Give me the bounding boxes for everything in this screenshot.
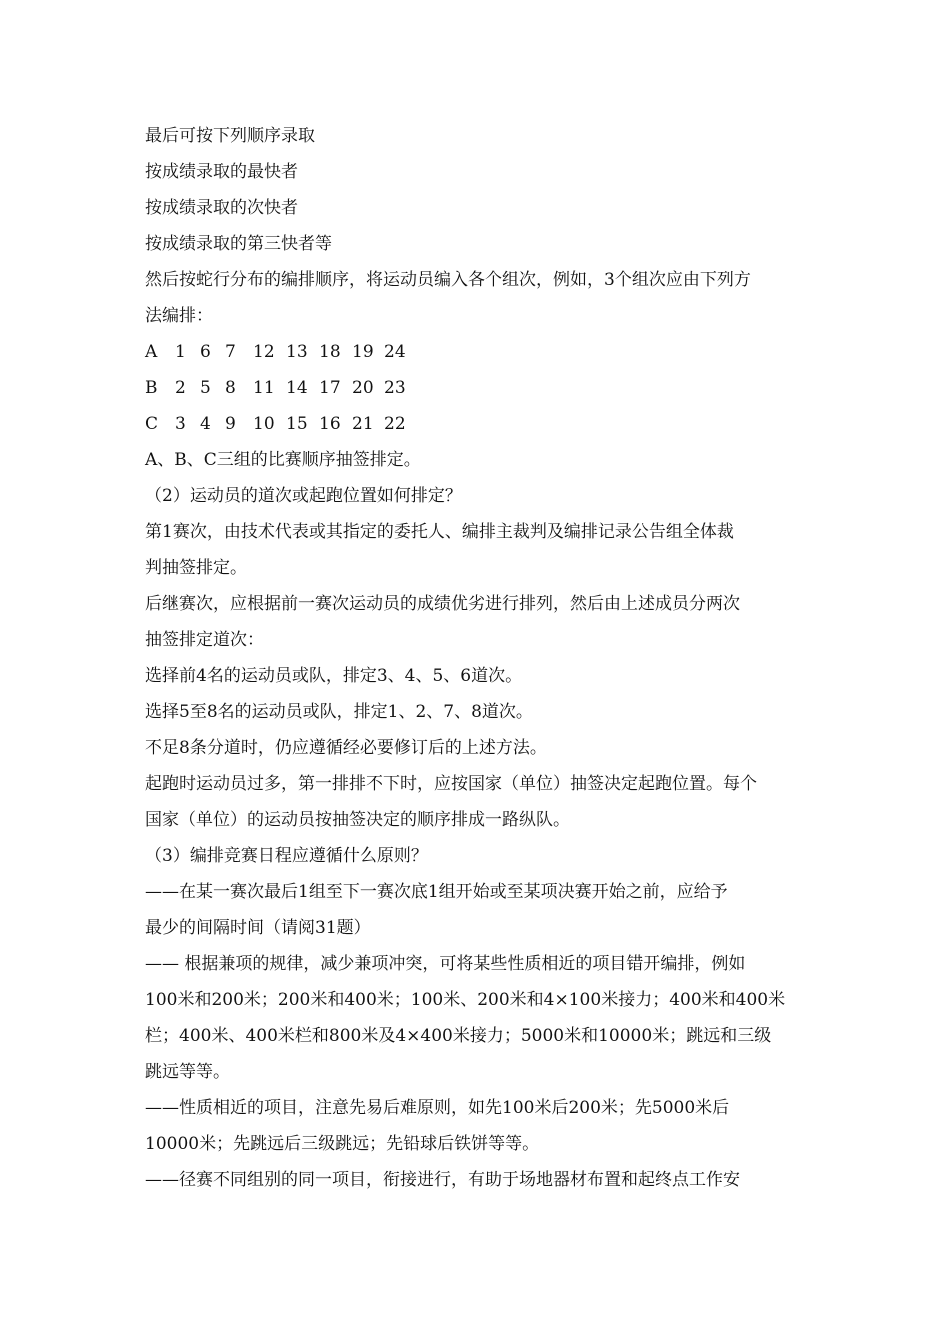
group-cell: C [145, 414, 159, 434]
group-row-b [145, 370, 810, 406]
group-cell: 7 [225, 342, 236, 362]
text-line: 选择前4名的运动员或队，排定3、4、5、6道次。 [145, 666, 523, 686]
group-cell: 8 [225, 378, 236, 398]
section-heading: （2）运动员的道次或起跑位置如何排定？ [145, 486, 462, 506]
group-cell: 22 [384, 414, 406, 434]
group-cell: 13 [286, 342, 308, 362]
group-cell: 5 [200, 378, 211, 398]
group-cell: 14 [286, 378, 308, 398]
text-line: 最少的间隔时间（请阅31题） [145, 918, 371, 938]
group-cell: A [145, 342, 158, 362]
group-cell: 9 [225, 414, 236, 434]
text-line: 按成绩录取的次快者 [145, 198, 298, 218]
group-cell: 18 [319, 342, 341, 362]
group-cell: 1 [175, 342, 186, 362]
text-line: 不足8条分道时，仍应遵循经必要修订后的上述方法。 [145, 738, 547, 758]
section-heading: （3）编排竞赛日程应遵循什么原则？ [145, 846, 428, 866]
group-cell: 23 [384, 378, 406, 398]
text-line: 后继赛次，应根据前一赛次运动员的成绩优劣进行排列，然后由上述成员分两次 [145, 594, 740, 614]
text-line: 100米和200米；200米和400米；100米、200米和4×100米接力；400米和400米 [145, 990, 786, 1010]
text-line: 跳远等等。 [145, 1062, 230, 1082]
group-cell: 20 [352, 378, 374, 398]
group-cell: 24 [384, 342, 406, 362]
group-cell: B [145, 378, 158, 398]
text-line: ——在某一赛次最后1组至下一赛次底1组开始或至某项决赛开始之前，应给予 [145, 882, 728, 902]
text-line: ——性质相近的项目，注意先易后难原则，如先100米后200米；先5000米后 [145, 1098, 730, 1118]
text-line: 起跑时运动员过多，第一排排不下时，应按国家（单位）抽签决定起跑位置。每个 [145, 774, 757, 794]
text-line: 抽签排定道次： [145, 630, 264, 650]
group-cell: 4 [200, 414, 211, 434]
group-cell: 6 [200, 342, 211, 362]
group-cell: 12 [253, 342, 275, 362]
text-line: ——径赛不同组别的同一项目，衔接进行，有助于场地器材布置和起终点工作安 [145, 1170, 740, 1190]
text-line: 国家（单位）的运动员按抽签决定的顺序排成一路纵队。 [145, 810, 570, 830]
document-body [145, 118, 810, 1198]
text-line: 判抽签排定。 [145, 558, 247, 578]
group-cell: 17 [319, 378, 341, 398]
group-cell: 10 [253, 414, 275, 434]
group-cell: 16 [319, 414, 341, 434]
group-row-c [145, 406, 810, 442]
group-cell: 2 [175, 378, 186, 398]
text-line: A、B、C三组的比赛顺序抽签排定。 [145, 450, 421, 470]
group-cell: 11 [253, 378, 275, 398]
group-cell: 21 [352, 414, 374, 434]
text-line: 选择5至8名的运动员或队，排定1、2、7、8道次。 [145, 702, 533, 722]
text-line: 10000米；先跳远后三级跳远；先铅球后铁饼等等。 [145, 1134, 540, 1154]
text-line: 第1赛次，由技术代表或其指定的委托人、编排主裁判及编排记录公告组全体裁 [145, 522, 734, 542]
text-line: 栏；400米、400米栏和800米及4×400米接力；5000米和10000米；跳远和三级 [145, 1026, 772, 1046]
group-cell: 3 [175, 414, 186, 434]
text-line: —— 根据兼项的规律，减少兼项冲突，可将某些性质相近的项目错开编排，例如 [145, 954, 746, 974]
group-cell: 19 [352, 342, 374, 362]
group-row-a [145, 334, 810, 370]
group-cell: 15 [286, 414, 308, 434]
text-line: 按成绩录取的最快者 [145, 162, 298, 182]
group-table [145, 334, 810, 442]
text-line: 按成绩录取的第三快者等 [145, 234, 332, 254]
text-line: 然后按蛇行分布的编排顺序，将运动员编入各个组次，例如，3个组次应由下列方 [145, 270, 751, 290]
text-line: 最后可按下列顺序录取 [145, 126, 315, 146]
text-line: 法编排： [145, 306, 213, 326]
